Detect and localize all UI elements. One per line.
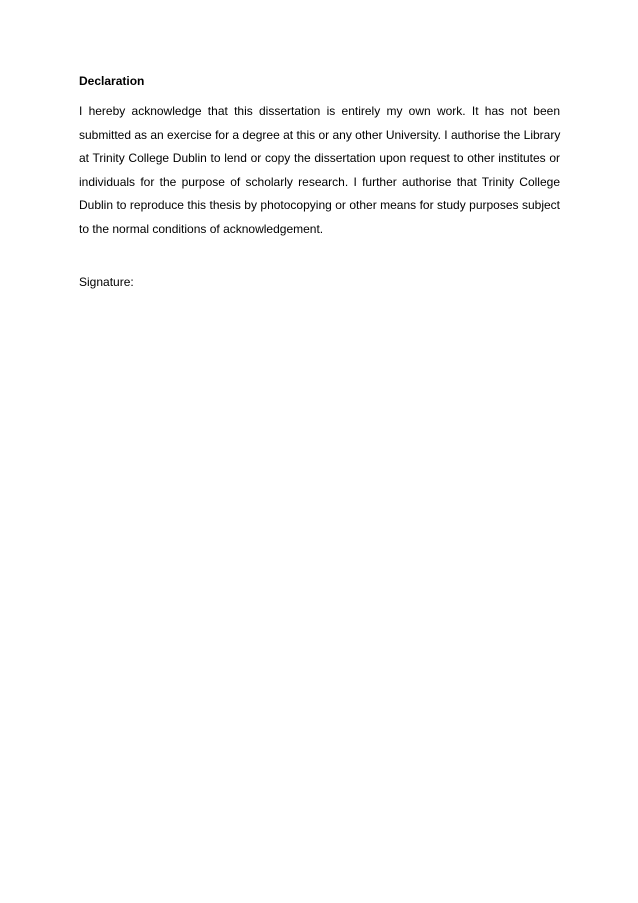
signature-label: Signature:	[79, 275, 134, 289]
paragraph-line: individuals for the purpose of scholarly research. I further authorise that Trinity College	[79, 174, 560, 189]
declaration-heading: Declaration	[79, 74, 145, 88]
paragraph-line: I hereby acknowledge that this dissertation is entirely my own work. It has not been	[79, 104, 560, 118]
paragraph-line: Dublin to reproduce this thesis by photocopying or other means for study purposes subject	[79, 198, 560, 212]
declaration-paragraph	[79, 100, 560, 241]
paragraph-line: to the normal conditions of acknowledgement.	[79, 221, 324, 236]
paragraph-line: submitted as an exercise for a degree at this or any other University. I authorise the Library	[79, 127, 561, 142]
paragraph-line: at Trinity College Dublin to lend or copy the dissertation upon request to other institutes or	[79, 151, 560, 165]
